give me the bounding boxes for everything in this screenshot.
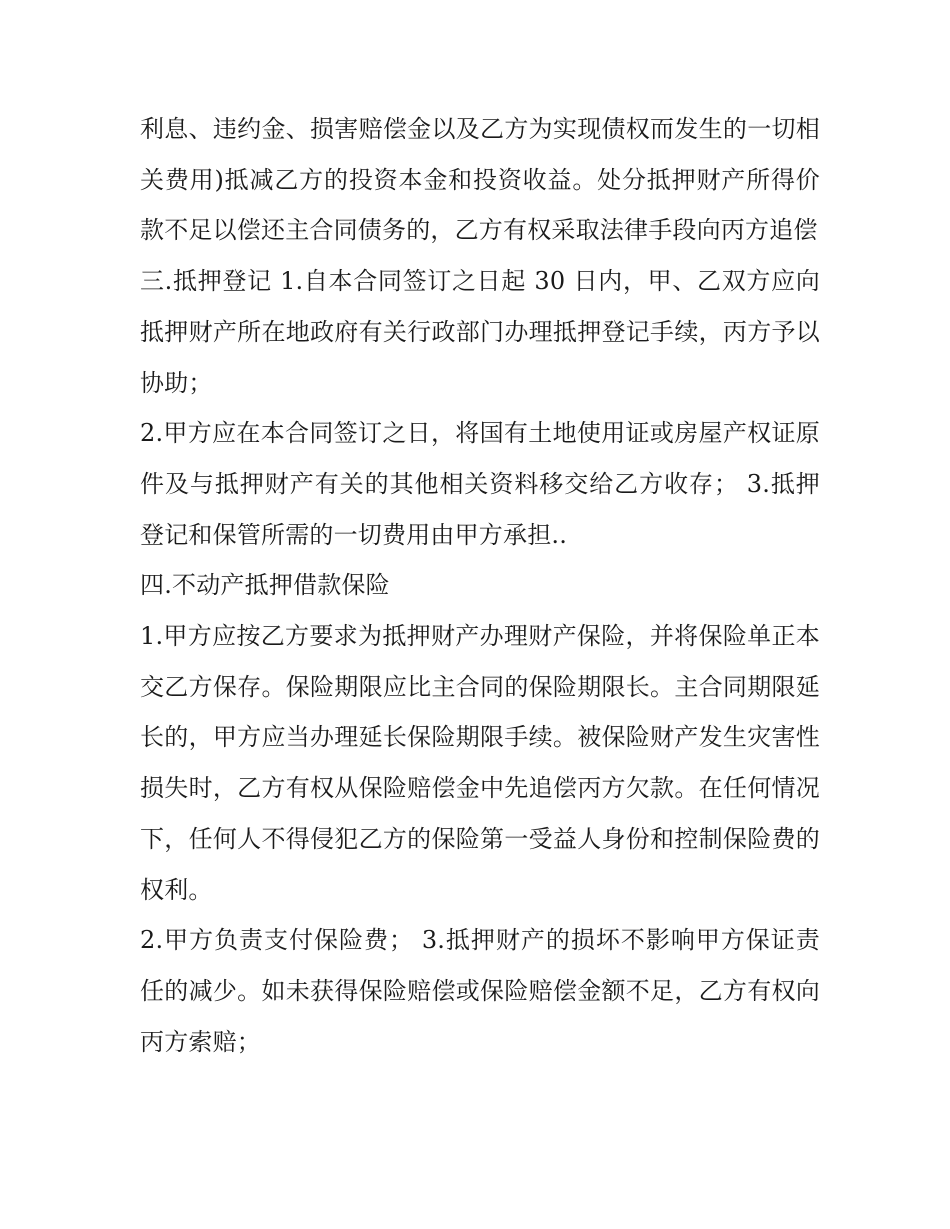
paragraph-mortgage-proceeds: 利息、违约金、损害赔偿金以及乙方为实现债权而发生的一切相关费用)抵减乙方的投资本金和投资收益。处分抵押财产所得价款不足以偿还主合同债务的，乙方有权采取法律手段向丙方追偿 <box>140 115 820 245</box>
paragraph-insurance-requirement: 1.甲方应按乙方要求为抵押财产办理财产保险，并将保险单正本交乙方保存。保险期限应比主合同的保险期限长。主合同期限延长的，甲方应当办理延长保险期限手续。被保险财产发生灾害性损失时，乙方有权从保险赔偿金中先追偿丙方欠款。在任何情况下，任何人不得侵犯乙方的保险第一受益人身份和控制保险费的权利。 <box>140 622 820 904</box>
section-heading-insurance: 四.不动产抵押借款保险 <box>140 571 390 600</box>
paragraph-mortgage-registration: 三.抵押登记 1.自本合同签订之日起 30 日内，甲、乙双方应向抵押财产所在地政府有关行政部门办理抵押登记手续，丙方予以协助； <box>140 267 820 397</box>
paragraph-certificate-transfer: 2.甲方应在本合同签订之日，将国有土地使用证或房屋产权证原件及与抵押财产有关的其他相关资料移交给乙方收存； 3.抵押登记和保管所需的一切费用由甲方承担.. <box>140 419 820 549</box>
paragraph-insurance-fees: 2.甲方负责支付保险费； 3.抵押财产的损坏不影响甲方保证责任的减少。如未获得保险赔偿或保险赔偿金额不足，乙方有权向丙方索赔； <box>140 926 820 1056</box>
document-body <box>140 104 820 1067</box>
